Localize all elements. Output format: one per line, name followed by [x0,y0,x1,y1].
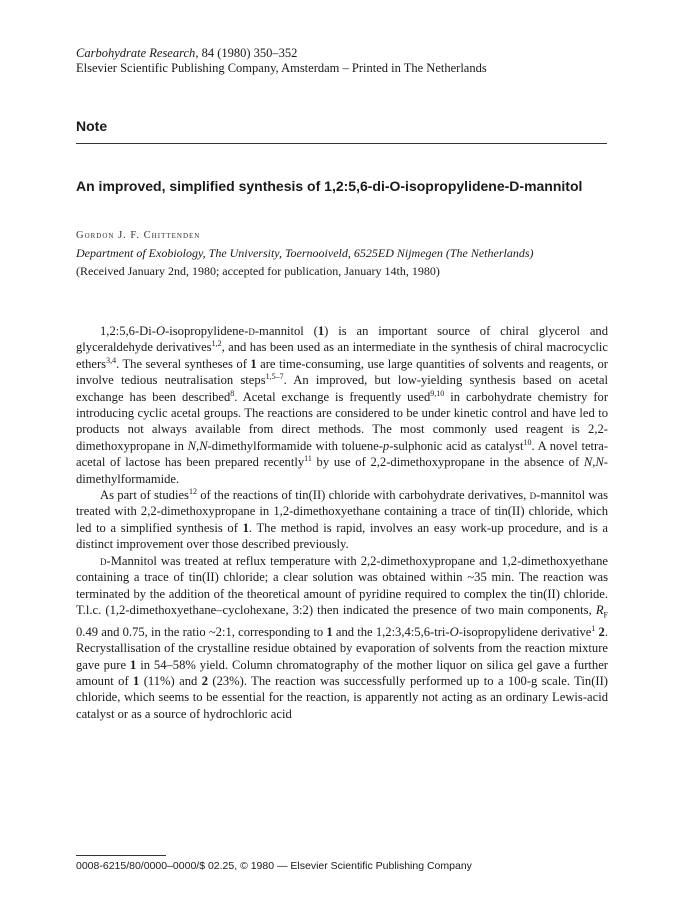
paragraph: 1,2:5,6-Di-O-isopropylidene-d-mannitol (1) is an important source of chiral glycerol and glyceraldehyde derivatives$^{1,2}$, and has been used as an intermediate in the synthesis of chiral macrocyclic ethers$^{3,4}$. The several syntheses of 1 are time-consuming, use large quantities of solvents and reagents, or involve tedious neutralisation steps$^{1,5-7}$. An improved, but low-yielding synthesis based on acetal exchange has been described$^8$. Acetal exchange is frequently used$^{9,10}$ in carbohydrate chemistry for introducing cyclic acetal groups. The reactions are considered to be under kinetic control and have led to products not always available from direct methods. The most commonly used reagent is 2,2-dimethoxypropane in N,N-dimethylformamide with toluene-p-sulphonic acid as catalyst$^{10}$. A novel tetra-acetal of lactose has been prepared recently$^{11}$ by use of 2,2-dimethoxypropane in the absence of N,N-dimethylformamide. [76,324,609,486]
journal-volume-pages: , 84 (1980) 350–352 [195,46,298,60]
section-label: Note [76,118,108,134]
author-affiliation: Department of Exobiology, The University, Toernooiveld, 6525ED Nijmegen (The Netherlands) [76,246,534,260]
journal-header [76,46,487,76]
journal-citation [76,46,487,61]
copyright-footer: 0008-6215/80/0000–0000/$ 02.25, © 1980 — Elsevier Scientific Publishing Company [76,860,472,872]
article-author: Gordon J. F. Chittenden [76,230,201,241]
header-divider [76,143,607,144]
article-body [76,323,608,722]
publisher-line: Elsevier Scientific Publishing Company, Amsterdam – Printed in The Netherlands [76,61,487,75]
received-dates: (Received January 2nd, 1980; accepted for publication, January 14th, 1980) [76,264,440,278]
paragraph: As part of studies$^{12}$ of the reactions of tin(II) chloride with carbohydrate derivatives, d-mannitol was treated with 2,2-dimethoxypropane in 1,2-dimethoxyethane containing a trace of tin(II) chloride, which led to a simplified synthesis of 1. The method is rapid, involves an easy work-up procedure, and is a distinct improvement over those described previously. [76,487,609,552]
footer-divider [76,855,166,856]
article-title: An improved, simplified synthesis of 1,2:5,6-di-O-isopropylidene-D-mannitol [76,178,583,194]
paragraph: d-Mannitol was treated at reflux temperature with 2,2-dimethoxypropane and 1,2-dimethoxyethane containing a trace of tin(II) chloride; a clear solution was obtained within ~35 min. The reaction was terminated by the addition of the theoretical amount of pyridine required to complex the tin(II) chloride. T.l.c. (1,2-dimethoxyethane–cyclohexane, 3:2) then indicated the presence of two main components, $R_F$ 0.49 and 0.75, in the ratio ~2:1, corresponding to 1 and the 1,2:3,4:5,6-tri-O-isopropylidene derivative$^1$ 2. Recrystallisation of the crystalline residue obtained by evaporation of solvents from the reaction mixture gave pure 1 in 54–58% yield. Column chromatography of the mother liquor on silica gel gave a further amount of 1 (11%) and 2 (23%). The reaction was successfully performed up to a 100-g scale. Tin(II) chloride, which seems to be essential for the reaction, is apparently not acting as an ordinary Lewis-acid catalyst or as a source of hydrochloric acid [76,553,608,721]
journal-name: Carbohydrate Research [76,46,196,60]
